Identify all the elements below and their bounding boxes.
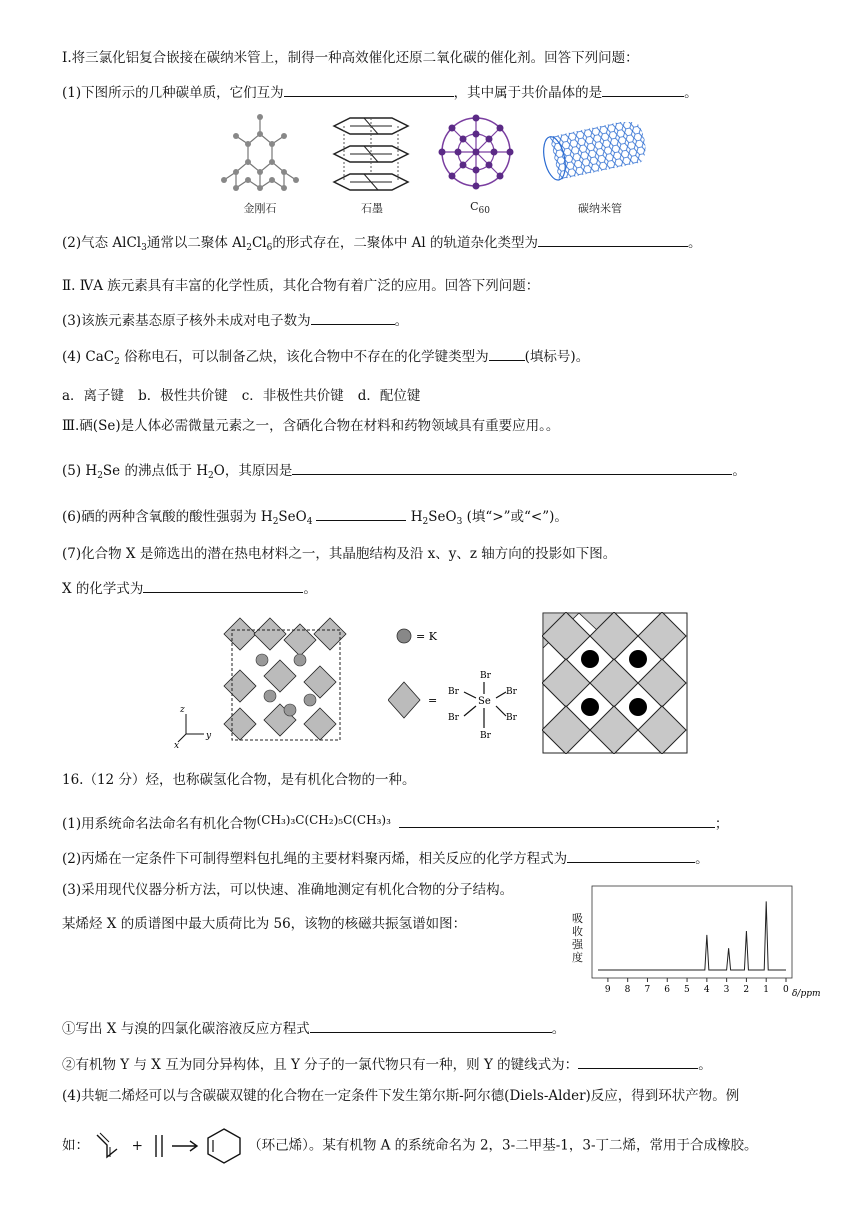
- nmr-tick-label: 9: [604, 985, 611, 995]
- answer-blank-16-2[interactable]: [567, 848, 695, 863]
- option-b[interactable]: b．极性共价键: [138, 388, 228, 404]
- diamond-figure: [210, 112, 310, 196]
- answer-blank-1b[interactable]: [602, 82, 684, 97]
- svg-text:Br: Br: [506, 713, 517, 723]
- answer-blank-16-c2[interactable]: [578, 1054, 698, 1069]
- q16-part4b: 如： + （环己烯）。某有机物 A 的系统命名为 2，3-二甲基-1，3-丁二烯，常用于合成橡胶。: [62, 1126, 758, 1166]
- question-4: (4) CaC$_2$ 俗称电石，可以制备乙炔，该化合物中不存在的化学键类型为 (填标号)。: [62, 346, 589, 372]
- butadiene-structure: [93, 1131, 121, 1161]
- question-6: (6)硒的两种含氧酸的酸性强弱为 $H_2SeO_4$ $H_2SeO_3$ (填“>”或“<”)。: [62, 506, 568, 532]
- svg-text:Br: Br: [480, 731, 491, 741]
- section3-heading: Ⅲ.硒(Se)是人体必需微量元素之一，含硒化合物在材料和药物领域具有重要应用。。: [62, 418, 560, 434]
- question-2: (2)气态 AlCl$_3$通常以二聚体 $Al_2Cl_6$的形式存在，二聚体中 Al 的轨道杂化类型为 。: [62, 232, 702, 258]
- question-3: (3)该族元素基态原子核外未成对电子数为 。: [62, 310, 408, 331]
- c60-label: $C_{60}$: [470, 200, 490, 216]
- nmr-tick-label: 5: [684, 985, 690, 995]
- question-7b: X 的化学式为 。: [62, 578, 317, 599]
- answer-blank-6[interactable]: [316, 506, 406, 521]
- nmr-tick-label: 7: [644, 985, 651, 995]
- q16-c2: ②有机物 Y 与 X 互为同分异构体，且 Y 分子的一氯代物只有一种，则 Y 的键线式为： 。: [62, 1054, 712, 1075]
- nmr-ylabel: 吸 收 强 度: [572, 912, 583, 964]
- question-4-options: [62, 386, 434, 406]
- nmr-tick-label: 4: [703, 985, 710, 995]
- q16-part1: (1)用系统命名法命名有机化合物(CH₃)₃C(CH₂)₅C(CH₃)₃ ；: [62, 813, 729, 832]
- nanotube-figure: [540, 122, 648, 186]
- crystal-cell-figure: [170, 610, 380, 750]
- answer-blank-16-1[interactable]: [399, 813, 715, 828]
- q16-part4: (4)共轭二烯烃可以与含碳碳双键的化合物在一定条件下发生第尔斯-阿尔德(Diels-Alder)反应，得到环状产物。例: [62, 1088, 740, 1104]
- answer-blank-4[interactable]: [489, 346, 525, 361]
- legend-eq: =: [428, 694, 438, 707]
- nanotube-label: 碳纳米管: [578, 202, 622, 215]
- svg-text:Br: Br: [448, 687, 459, 697]
- answer-blank-1a[interactable]: [284, 82, 454, 97]
- legend-figure: [388, 622, 538, 752]
- answer-blank-7[interactable]: [143, 578, 303, 593]
- graphite-label: 石墨: [361, 202, 383, 215]
- answer-blank-16-c1[interactable]: [310, 1018, 552, 1033]
- cyclohexene-structure: [204, 1126, 244, 1166]
- nmr-tick-label: 2: [743, 985, 750, 995]
- svg-text:Br: Br: [506, 687, 517, 697]
- nmr-tick-label: 1: [763, 985, 769, 995]
- nmr-tick-label: 8: [624, 985, 631, 995]
- graphite-figure: [330, 112, 412, 194]
- axis-x-label: x: [174, 741, 180, 750]
- q16-c1: ①写出 X 与溴的四氯化碳溶液反应方程式 。: [62, 1018, 565, 1039]
- q16-part3: (3)采用现代仪器分析方法，可以快速、准确地测定有机化合物的分子结构。: [62, 882, 514, 898]
- section1-heading: Ⅰ.将三氯化铝复合嵌接在碳纳米管上，制得一种高效催化还原二氧化碳的催化剂。回答下列问题：: [62, 50, 639, 66]
- q16-heading: 16.（12 分）烃，也称碳氢化合物，是有机化合物的一种。: [62, 772, 416, 788]
- option-a[interactable]: a．离子键: [62, 388, 125, 404]
- axis-y-label: y: [206, 731, 212, 741]
- reaction-arrow-icon: [170, 1139, 200, 1153]
- nmr-tick-label: 0: [783, 985, 789, 995]
- option-c[interactable]: c．非极性共价键: [241, 388, 344, 404]
- q16-part2: (2)丙烯在一定条件下可制得塑料包扎绳的主要材料聚丙烯，相关反应的化学方程式为 。: [62, 848, 709, 869]
- nmr-unit: δ/ppm: [792, 989, 821, 999]
- question-7: (7)化合物 X 是筛选出的潜在热电材料之一，其晶胞结构及沿 x、y、z 轴方向的投影如下图。: [62, 546, 617, 562]
- svg-text:Br: Br: [448, 713, 459, 723]
- answer-blank-2[interactable]: [538, 232, 688, 247]
- projection-figure: [542, 612, 688, 754]
- c60-figure: [436, 112, 516, 192]
- svg-text:Br: Br: [480, 671, 491, 681]
- nmr-trace: [598, 901, 786, 970]
- diamond-label: 金刚石: [243, 202, 277, 215]
- q16-part3b: 某烯烃 X 的质谱图中最大质荷比为 56，该物的核磁共振氢谱如图：: [62, 916, 467, 932]
- nmr-chart: [568, 884, 828, 1000]
- question-5: (5) $H_2Se$ 的沸点低于 $H_2O$，其原因是 。: [62, 460, 746, 486]
- nmr-tick-label: 6: [664, 985, 670, 995]
- answer-blank-3[interactable]: [311, 310, 395, 325]
- answer-blank-5[interactable]: [292, 460, 732, 475]
- section2-heading: Ⅱ. ⅣA 族元素具有丰富的化学性质，其化合物有着广泛的应用。回答下列问题：: [62, 278, 540, 294]
- option-d[interactable]: d．配位键: [357, 388, 421, 404]
- legend-se: Se: [478, 696, 491, 707]
- question-1: (1)下图所示的几种碳单质，它们互为 ，其中属于共价晶体的是 。: [62, 82, 698, 103]
- legend-k: = K: [416, 630, 437, 643]
- nmr-tick-label: 3: [723, 985, 730, 995]
- ethylene-structure: [153, 1133, 165, 1159]
- axis-z-label: z: [180, 705, 185, 715]
